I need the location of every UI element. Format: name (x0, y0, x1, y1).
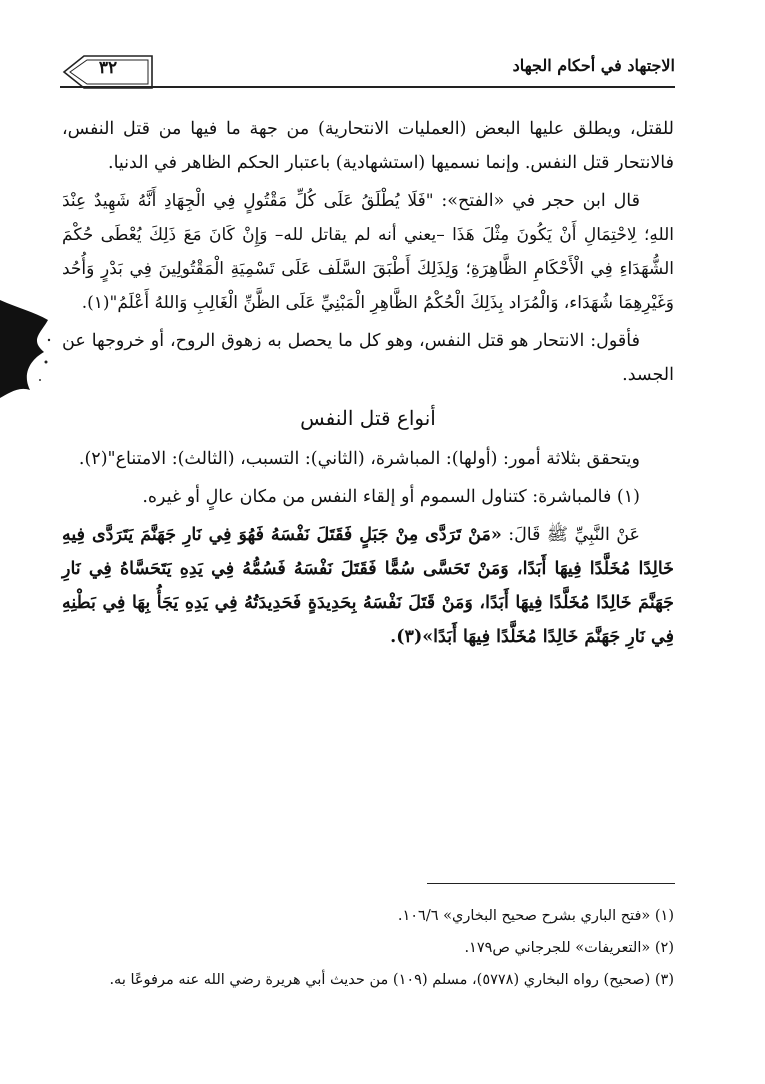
page-header (60, 46, 675, 90)
scan-smudge-icon (0, 290, 52, 400)
paragraph-direct: (١) فالمباشرة: كتناول السموم أو إلقاء النفس من مكان عالٍ أو غيره. (142, 487, 640, 507)
paragraph-intro: للقتل، ويطلق عليها البعض (العمليات الانتحارية) من جهة ما فيها من قتل النفس، فالانتحار قتل النفس. وإنما نسميها (استشهادية) باعتبار الحكم الظاهر في الدنيا. (62, 119, 674, 173)
header-divider (60, 86, 675, 88)
running-title: الاجتهاد في أحكام الجهاد (512, 56, 675, 75)
paragraph-types: ويتحقق بثلاثة أمور: (أولها): المباشرة، (الثاني): التسبب، (الثالث): الامتناع"(٢). (78, 449, 640, 469)
main-content (62, 112, 674, 658)
page-number: ٣٢ (98, 58, 118, 78)
footnote-divider (427, 883, 675, 884)
ibn-hajar-intro: قال ابن حجر في «الفتح»: (433, 191, 640, 211)
paragraph-hadith (62, 518, 674, 654)
footnote-3: (٣) (صحيح) رواه البخاري (٥٧٧٨)، مسلم (١٠٩) من حديث أبي هريرة رضي الله عنه مرفوعًا به. (109, 972, 674, 988)
hadith-intro: عَنْ النَّبِيِّ ﷺ قَالَ: (501, 525, 640, 545)
footnotes (62, 900, 674, 996)
paragraph-ibn-hajar (62, 184, 674, 320)
ibn-hajar-quote: "فَلَا يُطْلَقُ عَلَى كُلِّ مَقْتُولٍ فِي الْجِهَادِ أَنَّهُ شَهِيدٌ عِنْدَ اللهِ؛ لِاحْتِمَالِ أَنْ يَكُونَ مِثْلَ هَذَا –يعني أنه لم يقاتل لله– وَإِنْ كَانَ مَعَ ذَلِكَ يُعْطَى حُكْمَ الشُّهَدَاءِ فِي الْأَحْكَامِ الظَّاهِرَةِ؛ وَلِذَلِكَ أَطْبَقَ السَّلَف عَلَى تَسْمِيَةِ الْمَقْتُولِينَ فِي بَدْرٍ وَأُحُد وَغَيْرِهِمَا شُهَدَاء، وَالْمُرَاد بِذَلِكَ الْحُكْمُ الظَّاهِرِ الْمَبْنِيِّ عَلَى الظَّنِّ الْغَالِبِ وَاللهُ أَعْلَمُ"(١). (62, 191, 674, 313)
section-heading: أنواع قتل النفس (300, 406, 436, 430)
paragraph-definition: فأقول: الانتحار هو قتل النفس، وهو كل ما يحصل به زهوق الروح، أو خروجها عن الجسد. (62, 331, 674, 385)
footnote-1: (١) «فتح الباري بشرح صحيح البخاري» ١٠٦/٦. (397, 908, 674, 924)
hadith-text: «مَنْ تَرَدَّى مِنْ جَبَلٍ فَقَتَلَ نَفْسَهُ فَهُوَ فِي نَارِ جَهَنَّمَ يَتَرَدَّى فِيهِ خَالِدًا مُخَلَّدًا فِيهَا أَبَدًا، وَمَنْ تَحَسَّى سُمًّا فَقَتَلَ نَفْسَهُ فَسُمُّهُ فِي يَدِهِ يَتَحَسَّاهُ فِي نَارِ جَهَنَّمَ خَالِدًا مُخَلَّدًا فِيهَا أَبَدًا، وَمَنْ قَتَلَ نَفْسَهُ بِحَدِيدَةٍ فَحَدِيدَتُهُ فِي يَدِهِ يَجَأُ بِهَا فِي بَطْنِهِ فِي نَارِ جَهَنَّمَ خَالِدًا مُخَلَّدًا فِيهَا أَبَدًا»(٣). (62, 525, 674, 647)
footnote-2: (٢) «التعريفات» للجرجاني ص١٧٩. (464, 940, 674, 956)
